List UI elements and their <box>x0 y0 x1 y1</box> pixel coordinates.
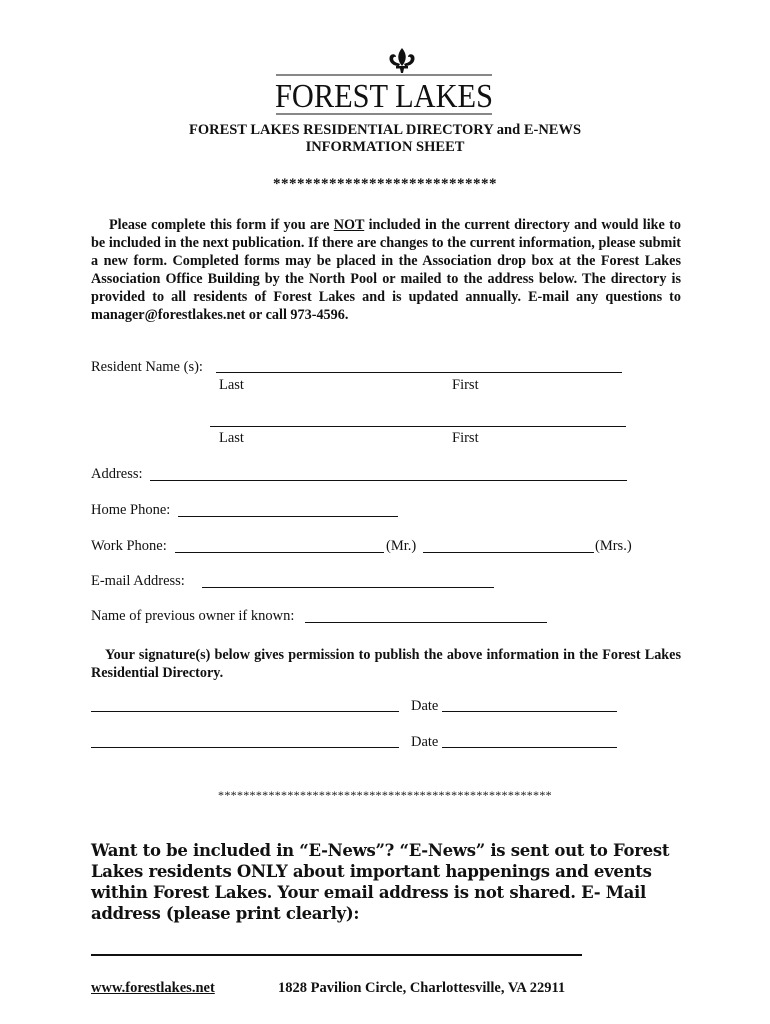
last-label: Last <box>219 430 244 446</box>
forest-lakes-logo <box>270 44 500 120</box>
date-label-1: Date <box>411 698 439 714</box>
page-title: FOREST LAKES RESIDENTIAL DIRECTORY and E-NEWS <box>188 122 582 138</box>
address-label: Address: <box>91 466 143 482</box>
resident-name-line-1[interactable] <box>216 372 622 373</box>
star-divider: ***************************************************** <box>218 788 552 802</box>
last-label: Last <box>219 377 244 393</box>
footer-address: 1828 Pavilion Circle, Charlottesville, VA 22911 <box>278 980 566 996</box>
page-subtitle: INFORMATION SHEET <box>305 139 465 155</box>
star-divider: **************************** <box>273 176 497 192</box>
intro-emphasis: NOT <box>333 217 365 233</box>
address-line[interactable] <box>150 480 627 481</box>
work-phone-label: Work Phone: <box>91 538 167 554</box>
home-phone-label: Home Phone: <box>91 502 171 518</box>
email-label: E-mail Address: <box>91 573 185 589</box>
home-phone-line[interactable] <box>178 516 398 517</box>
previous-owner-line[interactable] <box>305 622 547 623</box>
resident-name-label: Resident Name (s): <box>91 359 203 375</box>
fleur-de-lis-icon <box>389 48 414 73</box>
first-label: First <box>452 377 479 393</box>
date-line-1[interactable] <box>442 711 617 712</box>
enews-paragraph: Want to be included in “E-News”? “E-News” is sent out to Forest Lakes residents ONLY about important happenings and events within Forest Lakes. Your email address is not shared. E- Mail address (please print clearly): <box>91 841 670 923</box>
enews-email-line[interactable] <box>91 954 582 956</box>
date-line-2[interactable] <box>442 747 617 748</box>
mr-label: (Mr.) <box>386 538 417 554</box>
signature-paragraph: Your signature(s) below gives permission to publish the above information in the Forest Lakes Residential Directory. <box>91 647 681 681</box>
work-phone-mrs-line[interactable] <box>423 552 594 553</box>
signature-line-1[interactable] <box>91 711 399 712</box>
signature-line-2[interactable] <box>91 747 399 748</box>
previous-owner-label: Name of previous owner if known: <box>91 608 295 624</box>
resident-name-line-2[interactable] <box>210 426 626 427</box>
mrs-label: (Mrs.) <box>595 538 632 554</box>
first-label: First <box>452 430 479 446</box>
email-line[interactable] <box>202 587 494 588</box>
date-label-2: Date <box>411 734 439 750</box>
website-link[interactable]: www.forestlakes.net <box>91 980 215 996</box>
work-phone-mr-line[interactable] <box>175 552 384 553</box>
intro-paragraph: Please complete this form if you are NOT included in the current directory and would like to be included in the next publication. If there are changes to the current information, please submit a new form. Completed forms may be placed in the Association drop box at the Forest Lakes Association Office Building by the North Pool or mailed to the address below. The directory is provided to all residents of Forest Lakes and is updated annually. E-mail any questions to manager@forestlakes.net or call 973-4596. <box>91 217 681 323</box>
logo-text: FOREST LAKES <box>275 78 493 115</box>
